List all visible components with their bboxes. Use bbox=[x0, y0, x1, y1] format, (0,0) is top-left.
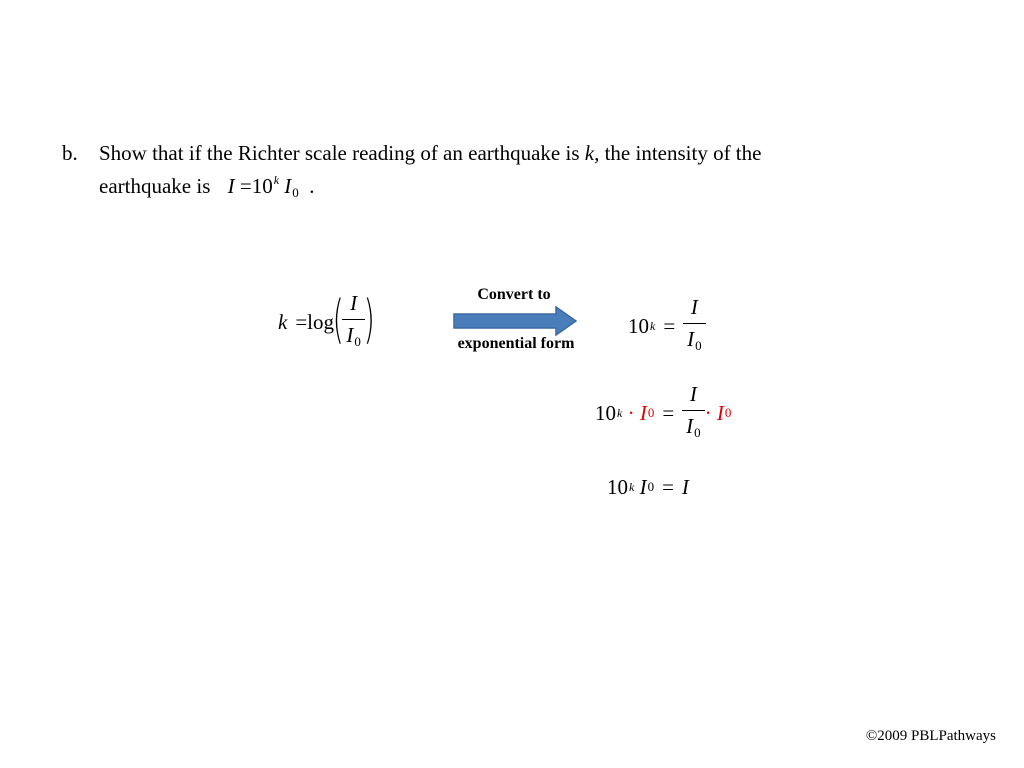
step3-equals: = bbox=[662, 474, 674, 499]
step2-den-sub: 0 bbox=[694, 424, 701, 440]
step1-numerator: I bbox=[690, 294, 698, 319]
fraction-bar bbox=[682, 410, 705, 411]
step3-subscript: 0 bbox=[647, 479, 655, 494]
log-eq-den-sub: 0 bbox=[354, 334, 361, 349]
step3-base: 10 bbox=[607, 474, 628, 499]
step1-fraction bbox=[683, 296, 706, 357]
step3-rhs: I bbox=[681, 474, 689, 499]
log-eq-lhs: k bbox=[278, 310, 288, 334]
step1-exponent: k bbox=[650, 318, 656, 333]
right-paren: ) bbox=[363, 289, 375, 350]
question-text-b: the intensity of the bbox=[599, 141, 762, 165]
question-variable-k: k, bbox=[584, 141, 600, 165]
step2-fraction bbox=[682, 383, 705, 444]
step2-den-var: I bbox=[686, 413, 694, 438]
question-text-a: Show that if the Richter scale reading of an earthquake is bbox=[99, 141, 585, 165]
question-marker: b. bbox=[62, 141, 78, 165]
inline-eq-subscript: 0 bbox=[292, 185, 299, 200]
step2-equation bbox=[595, 377, 731, 449]
step1-base: 10 bbox=[628, 313, 649, 338]
step1-equation bbox=[628, 290, 706, 362]
inline-eq-period: . bbox=[309, 174, 315, 198]
question-text-c: earthquake is bbox=[99, 174, 211, 198]
inline-eq-exponent: k bbox=[273, 173, 280, 187]
step2-equals: = bbox=[662, 400, 675, 425]
log-eq-equals: = bbox=[295, 310, 308, 334]
step1-den-sub: 0 bbox=[695, 337, 702, 353]
convert-label-top: Convert to bbox=[477, 286, 551, 303]
log-equation bbox=[278, 285, 373, 360]
log-eq-numerator: I bbox=[350, 291, 358, 315]
step2-dot-left: · bbox=[627, 400, 635, 425]
step3-equation bbox=[607, 470, 689, 504]
question-line-2 bbox=[99, 173, 315, 201]
step2-numerator: I bbox=[689, 381, 697, 406]
left-paren: ( bbox=[332, 289, 344, 350]
log-eq-denominator bbox=[342, 324, 365, 353]
step2-exponent: k bbox=[617, 405, 623, 420]
step3-var: I bbox=[639, 474, 647, 499]
step2-mul-var-left: I bbox=[639, 400, 647, 425]
step2-mul-sub-right: 0 bbox=[724, 405, 732, 420]
log-eq-func: log bbox=[307, 310, 335, 334]
inline-eq-lhs: I bbox=[227, 174, 235, 198]
step2-base: 10 bbox=[595, 400, 616, 425]
convert-label-bottom: exponential form bbox=[457, 335, 575, 352]
question-line-1 bbox=[99, 141, 761, 166]
step1-equals: = bbox=[663, 313, 676, 338]
fraction-bar bbox=[683, 323, 706, 324]
inline-equation bbox=[228, 173, 315, 201]
copyright-notice: ©2009 PBLPathways bbox=[865, 728, 996, 744]
step2-mul-var-right: I bbox=[716, 400, 724, 425]
fraction-bar bbox=[342, 319, 365, 320]
step2-denominator bbox=[682, 415, 705, 444]
right-arrow-icon bbox=[452, 306, 580, 336]
step3-exponent: k bbox=[629, 479, 635, 494]
step2-mul-sub-left: 0 bbox=[647, 405, 655, 420]
inline-eq-base: 10 bbox=[251, 174, 273, 198]
step2-dot-right: · bbox=[704, 400, 712, 425]
inline-eq-equals: = bbox=[239, 174, 252, 198]
log-eq-den-var: I bbox=[346, 323, 354, 347]
step1-denominator bbox=[683, 328, 706, 357]
log-eq-fraction bbox=[342, 292, 365, 353]
inline-eq-var: I bbox=[284, 174, 292, 198]
step1-den-var: I bbox=[687, 326, 695, 351]
